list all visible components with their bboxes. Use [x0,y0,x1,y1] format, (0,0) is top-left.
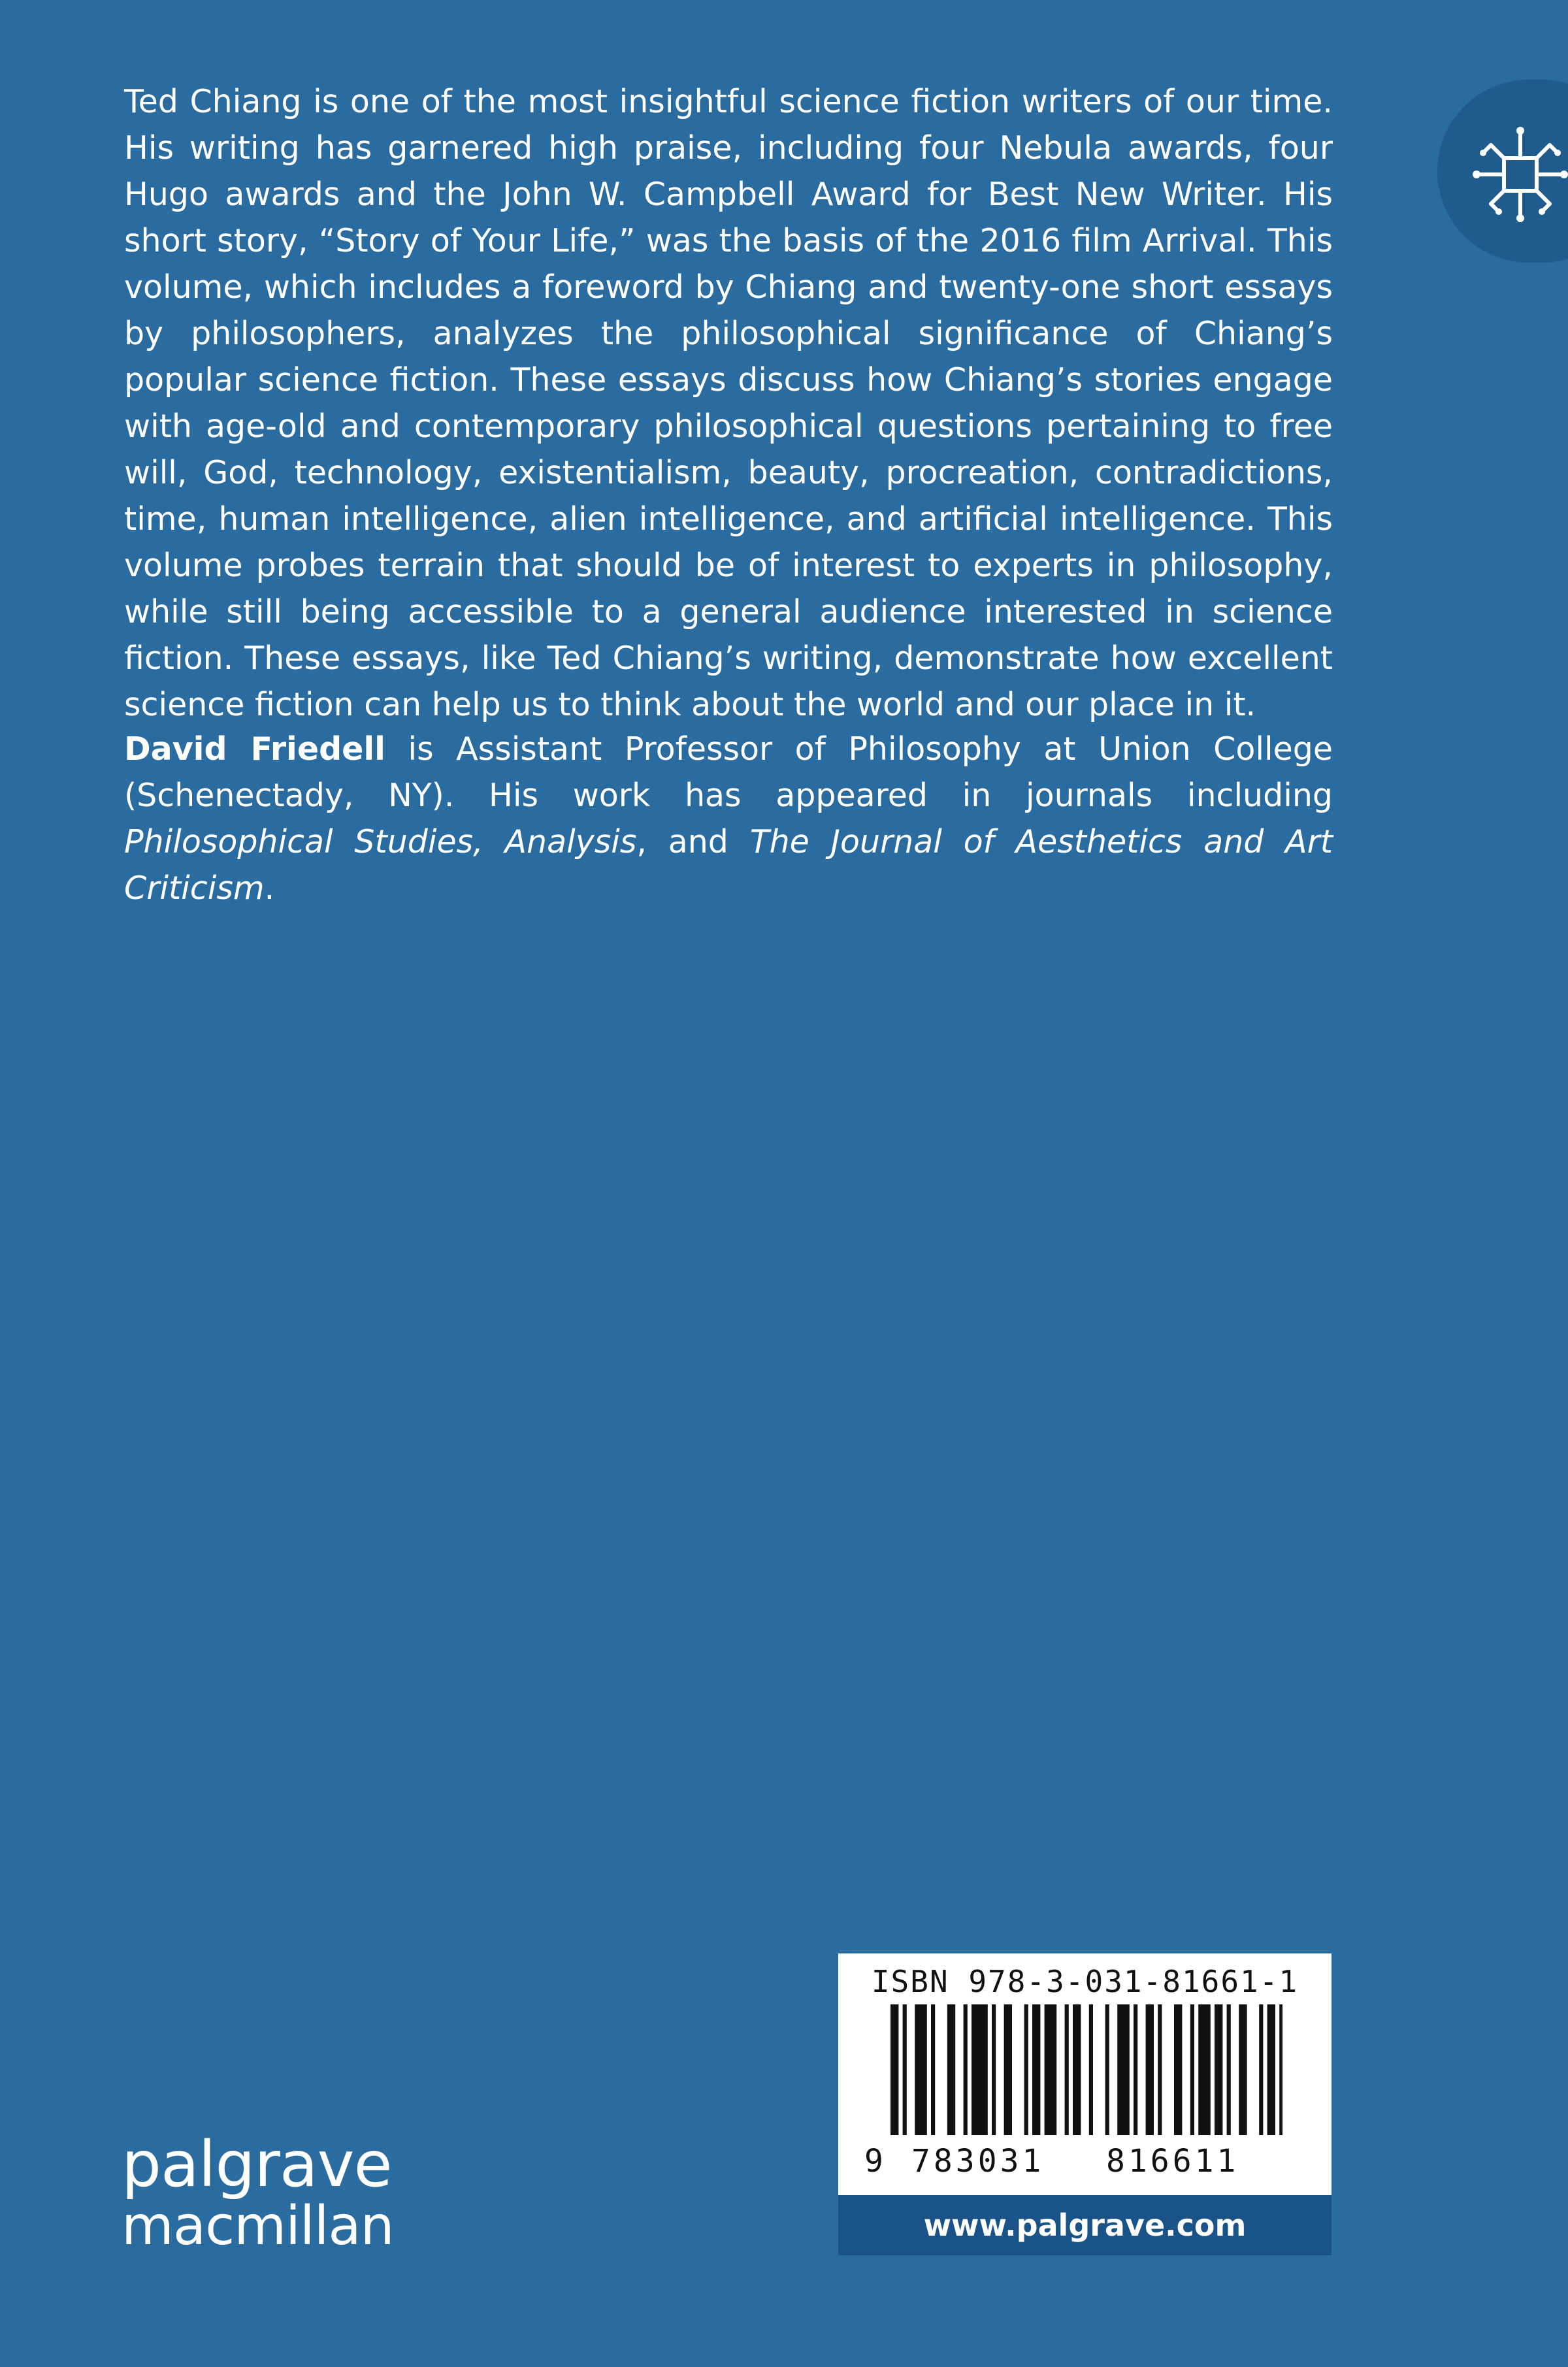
publisher-website[interactable]: www.palgrave.com [838,2195,1331,2255]
barcode-bar [1198,2004,1211,2135]
barcode-bar [1004,2004,1012,2135]
palgrave-network-icon [1471,125,1568,223]
barcode-bar [1239,2004,1247,2135]
barcode-bar [1279,2004,1282,2135]
barcode-panel [838,1953,1331,2195]
barcode-bar [1089,2004,1093,2135]
bio-text-2: , and [636,823,750,860]
barcode-bar [964,2004,968,2135]
bio-journal-2: The Journal of Aesthetics and Art Criticism [124,823,1333,907]
barcode-bar [931,2004,935,2135]
barcode-bar [1259,2004,1263,2135]
barcode-digit-group-1: 783031 [911,2143,1045,2179]
barcode-bar [947,2004,955,2135]
barcode-bar [1227,2004,1231,2135]
barcode-bar [1024,2004,1028,2135]
barcode-bar [1146,2004,1154,2135]
barcode-bar [992,2004,996,2135]
barcode-bar [890,2004,898,2135]
barcode-bar [972,2004,988,2135]
barcode-bar [1073,2004,1081,2135]
isbn-label: ISBN 978-3-031-81661-1 [871,1964,1299,1999]
barcode-digit-group-2: 816611 [1106,2143,1239,2179]
barcode-bar [915,2004,927,2135]
barcode-bar [1045,2004,1057,2135]
barcode-bar [1117,2004,1130,2135]
barcode-bar [903,2004,907,2135]
publisher-line-2: macmillan [122,2195,394,2257]
palgrave-logo-badge [1437,80,1568,263]
publisher-line-1: palgrave [122,2128,392,2201]
author-name: David Friedell [124,730,385,768]
bio-journals-1: Philosophical Studies, Analysis [124,823,637,860]
barcode-digit-first: 9 [864,2143,883,2179]
barcode-bar [1190,2004,1194,2135]
author-bio [124,726,1333,911]
barcode-bar [1134,2004,1137,2135]
barcode-bar [1158,2004,1162,2135]
bio-text-3: . [264,870,275,907]
barcode-bars [890,2004,1282,2155]
barcode-bar [1065,2004,1069,2135]
barcode-bar [1105,2004,1109,2135]
bio-text-1: is Assistant Professor of Philosophy at Union College (Schenectady, NY). His work has appeared in journals including [124,730,1333,814]
barcode-bar [1032,2004,1040,2135]
publisher-logo [122,2128,394,2257]
barcode-bar [1215,2004,1222,2135]
back-cover-blurb: Ted Chiang is one of the most insightful science fiction writers of our time. His writing has garnered high praise, including four Nebula awards, four Hugo awards and the John W. Campbell Award for Best New Writer. His short story, “Story of Your Life,” was the basis of the 2016 film Arrival. This volume, which includes a foreword by Chiang and twenty-one short essays by philosophers, analyzes the philosophical significance of Chiang’s popular science fiction. These essays discuss how Chiang’s stories engage with age-old and contemporary philosophical questions pertaining to free will, God, technology, existentialism, beauty, procreation, contradictions, time, human intelligence, alien intelligence, and artificial intelligence. This volume probes terrain that should be of interest to experts in philosophy, while still being accessible to a general audience interested in science fiction. These essays, like Ted Chiang’s writing, demonstrate how excellent science fiction can help us to think about the world and our place in it. [124,83,1333,723]
barcode-bar [1267,2004,1275,2135]
barcode-bar [1174,2004,1182,2135]
